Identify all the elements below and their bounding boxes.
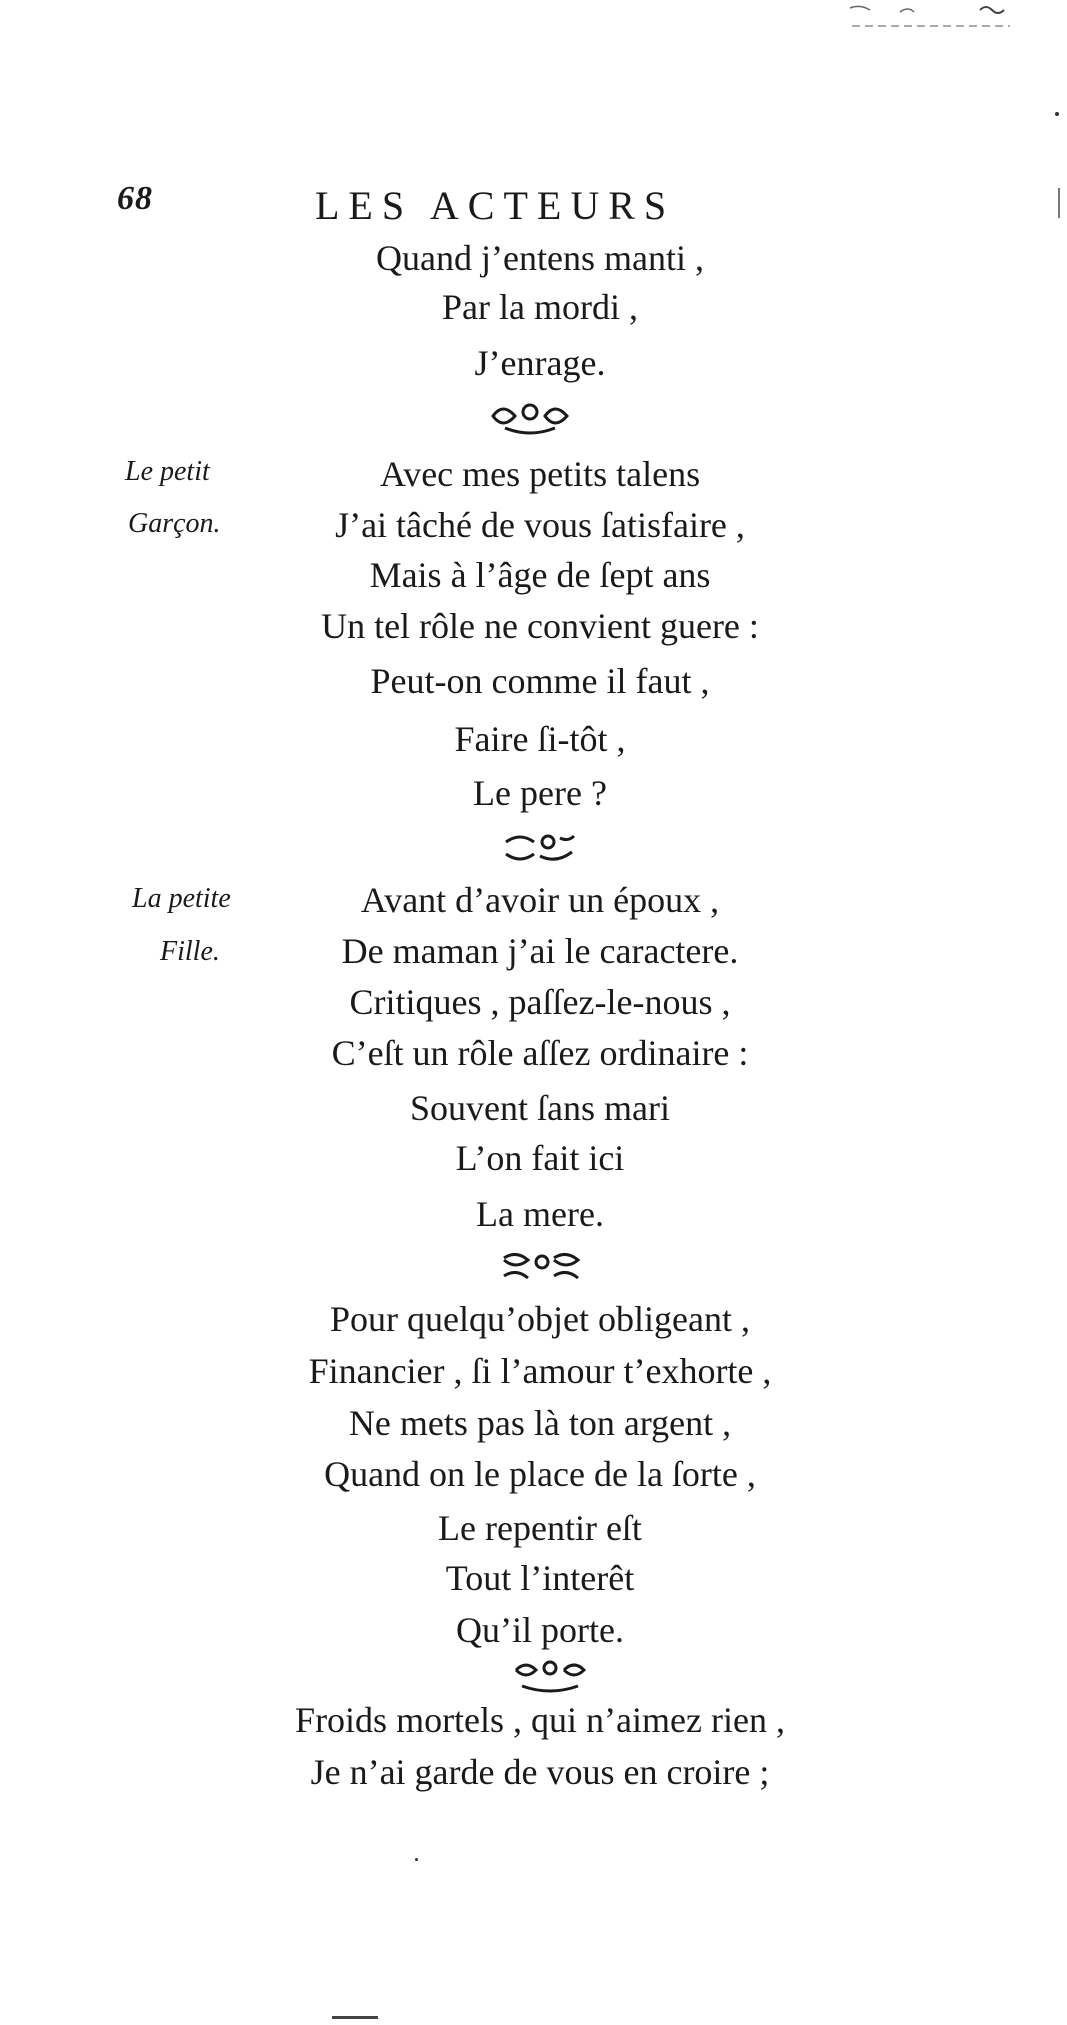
fleuron-ornament	[500, 828, 580, 868]
stray-ink-dot	[415, 1858, 418, 1861]
verse-line: Financier , ſi l’amour t’exhorte ,	[308, 1351, 772, 1391]
verse-line: Pour quelqu’objet obligeant ,	[330, 1299, 750, 1339]
verse-line: Faire ſi-tôt ,	[454, 719, 626, 759]
page-number: 68	[117, 180, 153, 217]
verse-line: Quand on le place de la ſorte ,	[324, 1454, 756, 1494]
verse-line: Tout l’interêt	[445, 1558, 635, 1598]
verse-line: Qu’il porte.	[456, 1610, 624, 1650]
verse-line: Avec mes petits talens	[379, 454, 701, 494]
fleuron-ornament	[485, 396, 575, 436]
verse-line: De maman j’ai le caractere.	[341, 931, 739, 971]
verse-line: C’eſt un rôle aſſez ordinaire :	[331, 1033, 749, 1073]
verse-line: Un tel rôle ne convient guere :	[321, 606, 759, 646]
bottom-ink-mark	[332, 2016, 378, 2019]
corner-ink-mark	[840, 2, 1020, 30]
verse-line: La mere.	[476, 1194, 604, 1234]
verse-line: L’on fait ici	[455, 1138, 625, 1178]
fleuron-ornament	[510, 1656, 590, 1696]
speaker-name: Garçon.	[128, 508, 221, 539]
speaker-name: Fille.	[160, 936, 220, 967]
margin-rule	[1058, 188, 1060, 218]
verse-line: Avant d’avoir un époux ,	[360, 880, 720, 920]
verse-line: Quand j’entens manti ,	[376, 238, 704, 278]
verse-line: Mais à l’âge de ſept ans	[369, 555, 711, 595]
running-head: LES ACTEURS	[315, 183, 676, 228]
speaker-name: Le petit	[125, 456, 210, 487]
verse-line: Par la mordi ,	[442, 287, 638, 327]
stray-ink-dot	[1055, 112, 1059, 116]
verse-line: Je n’ai garde de vous en croire ;	[310, 1752, 770, 1792]
verse-line: J’ai tâché de vous ſatisfaire ,	[335, 505, 745, 545]
speaker-name: La petite	[132, 883, 231, 914]
verse-line: Critiques , paſſez-le-nous ,	[349, 982, 731, 1022]
verse-line: Souvent ſans mari	[410, 1088, 670, 1128]
verse-line: J’enrage.	[474, 343, 606, 383]
verse-line: Ne mets pas là ton argent ,	[348, 1403, 732, 1443]
fleuron-ornament	[498, 1246, 584, 1286]
verse-line: Peut-on comme il faut ,	[370, 661, 710, 701]
verse-line: Le pere ?	[473, 773, 607, 813]
verse-line: Froids mortels , qui n’aimez rien ,	[295, 1700, 785, 1740]
verse-line: Le repentir eſt	[438, 1508, 642, 1548]
